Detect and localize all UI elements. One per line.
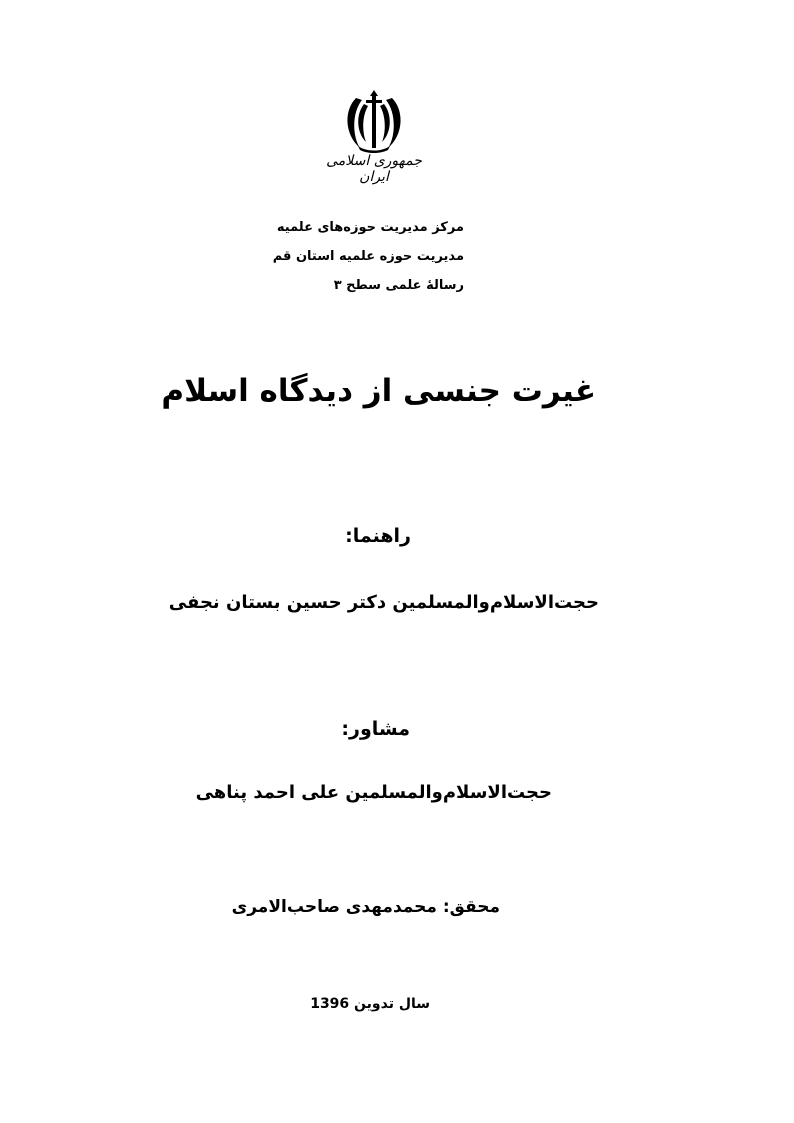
emblem-caption: جمهوری اسلامی ایران <box>326 153 422 185</box>
institution-line-1: مرکز مدیریت حوزه‌های علمیه <box>276 220 464 235</box>
institution-line-3: رسالۀ علمی سطح ۳ <box>333 278 464 293</box>
compilation-year: سال تدوین 1396 <box>310 996 430 1012</box>
consultant-label: مشاور: <box>341 718 410 740</box>
consultant-name: حجت‌الاسلام‌والمسلمین علی احمد پناهی <box>195 782 552 803</box>
advisor-label: راهنما: <box>345 525 411 547</box>
researcher-line: محقق: محمدمهدی صاحب‌الامری <box>231 897 500 917</box>
institution-line-2: مدیریت حوزه علمیه استان قم <box>272 249 464 264</box>
thesis-title: غیرت جنسی از دیدگاه اسلام <box>161 373 596 409</box>
iran-emblem-icon <box>342 90 406 154</box>
advisor-name: حجت‌الاسلام‌والمسلمین دکتر حسین بستان نجفی <box>168 592 599 613</box>
